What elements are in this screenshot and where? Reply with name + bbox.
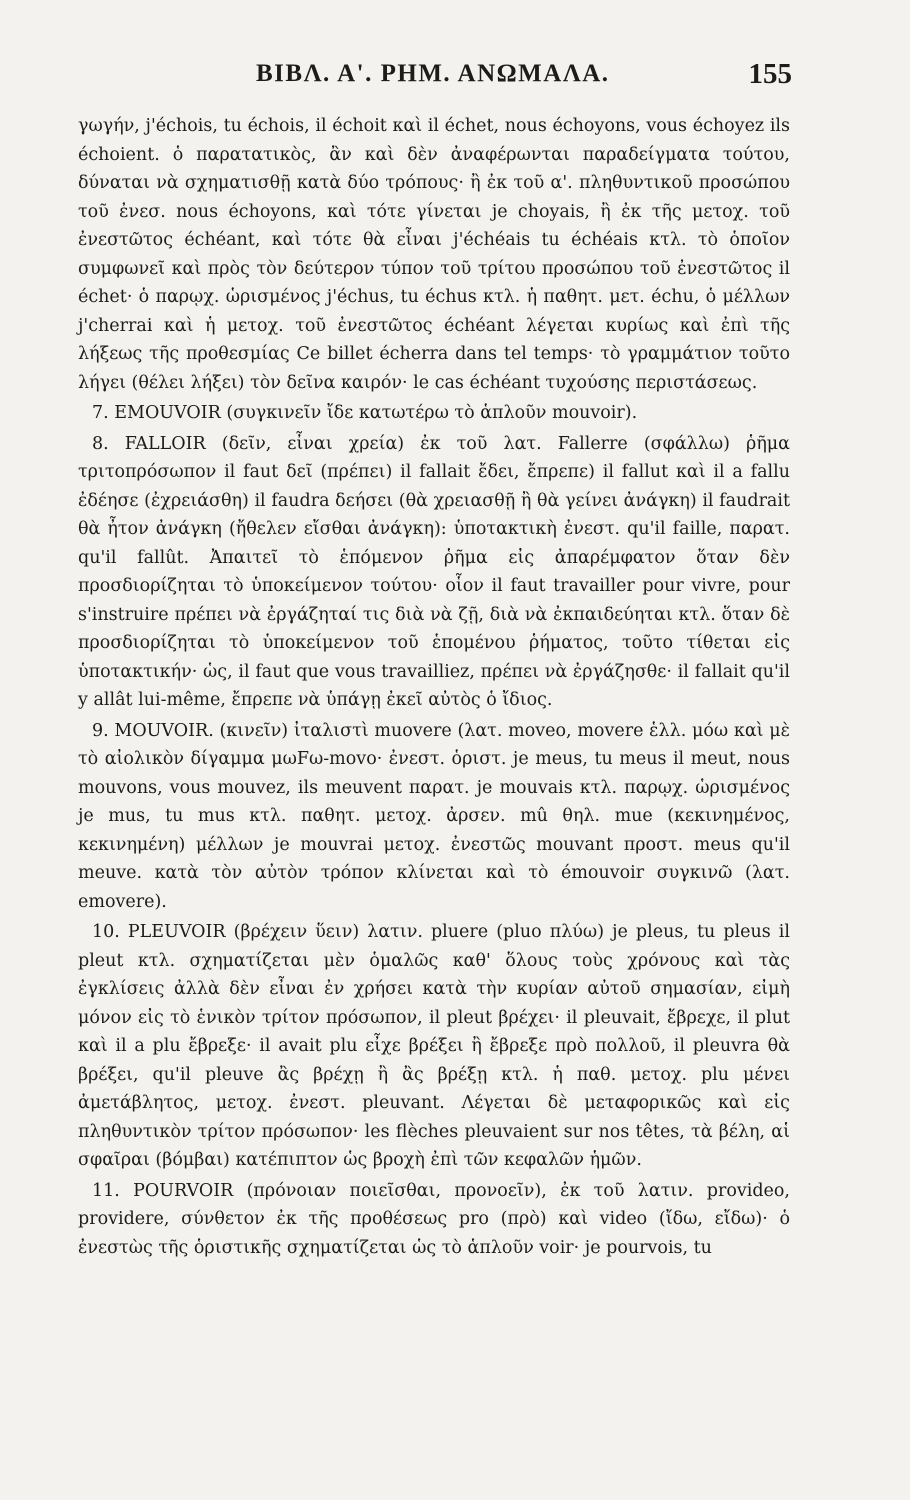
entry-pourvoir: 11. POURVOIR (πρόνοιαν ποιεῖσθαι, προνοεῖν), ἐκ τοῦ λατιν. provideo, providere, σύνθετον ἐκ τῆς προθέσεως pro (πρὸ) καὶ video (ἴδω, εἴδω)· ὁ ἐνεστὼς τῆς ὁριστικῆς σχηματίζεται ὡς τὸ ἁπλοῦν voir· je pourvois, tu (78, 1180, 790, 1258)
page-header (80, 60, 792, 100)
entry-falloir: 8. FALLOIR (δεῖν, εἶναι χρεία) ἐκ τοῦ λατ. Fallerre (σφάλλω) ῥῆμα τριτοπρόσωπον il faut δεῖ (πρέπει) il fallait ἔδει, ἔπρεπε) il fallut καὶ il a fallu ἐδέησε (ἐχρειάσθη) il faudra δεήσει (θὰ χρειασθῇ ἢ θὰ γείνει ἀνάγκη) il faudrait θὰ ἦτον ἀνάγκη (ἤθελεν εἴσθαι ἀνάγκη): ὑποτακτικὴ ἐνεστ. qu'il faille, παρατ. qu'il fallût. Ἀπαιτεῖ τὸ ἑπόμενον ῥῆμα εἰς ἀπαρέμφατον ὅταν δὲν προσδιορίζηται τὸ ὑποκείμενον τούτου· οἷον il faut travailler pour vivre, pour s'instruire πρέπει νὰ ἐργάζηταί τις διὰ νὰ ζῇ, διὰ νὰ ἐκπαιδεύηται κτλ. ὅταν δὲ προσδιορίζηται τὸ ὑποκείμενον τοῦ ἑπομένου ῥήματος, τοῦτο τίθεται εἰς ὑποτακτικήν· ὡς, il faut que vous travailliez, πρέπει νὰ ἐργάζησθε· il fallait qu'il y allât lui-même, ἔπρεπε νὰ ὑπάγῃ ἐκεῖ αὐτὸς ὁ ἴδιος. (78, 433, 790, 710)
page-number: 155 (748, 58, 792, 90)
body-text (78, 112, 790, 1262)
entry-pleuvoir: 10. PLEUVOIR (βρέχειν ὕειν) λατιν. pluere (pluo πλύω) je pleus, tu pleus il pleut κτλ. σχηματίζεται μὲν ὁμαλῶς καθ' ὅλους τοὺς χρόνους καὶ τὰς ἐγκλίσεις ἀλλὰ δὲν εἶναι ἐν χρήσει κατὰ τὴν κυρίαν αὐτοῦ σημασίαν, εἰμὴ μόνον εἰς τὸ ἑνικὸν τρίτον πρόσωπον, il pleut βρέχει· il pleuvait, ἔβρεχε, il plut καὶ il a plu ἔβρεξε· il avait plu εἶχε βρέξει ἢ ἔβρεξε πρὸ πολλοῦ, il pleuvra θὰ βρέξει, qu'il pleuve ἂς βρέχῃ ἢ ἂς βρέξῃ κτλ. ἡ παθ. μετοχ. plu μένει ἀμετάβλητος, μετοχ. ἐνεστ. pleuvant. Λέγεται δὲ μεταφορικῶς καὶ εἰς πληθυντικὸν τρίτον πρόσωπον· les flèches pleuvaient sur nos têtes, τὰ βέλη, αἱ σφαῖραι (βόμβαι) κατέπιπτον ὡς βροχὴ ἐπὶ τῶν κεφαλῶν ἡμῶν. (78, 922, 790, 1170)
running-head: ΒΙΒΛ. Α'. ΡΗΜ. ΑΝΩΜΑΛΑ. (256, 60, 610, 87)
paragraph-echoir-continuation: γωγήν, j'échois, tu échois, il échoit καὶ il échet, nous échoyons, vous échoyez ils échoient. ὁ παρατατικὸς, ἂν καὶ δὲν ἀναφέρωνται παραδείγματα τούτου, δύναται νὰ σχηματισθῇ κατὰ δύο τρόπους· ἢ ἐκ τοῦ α'. πληθυντικοῦ προσώπου τοῦ ἐνεσ. nous échoyons, καὶ τότε γίνεται je choyais, ἢ ἐκ τῆς μετοχ. τοῦ ἐνεστῶτος échéant, καὶ τότε θὰ εἶναι j'échéais tu échéais κτλ. τὸ ὁποῖον συμφωνεῖ καὶ πρὸς τὸν δεύτερον τύπον τοῦ τρίτου προσώπου τοῦ ἐνεστῶτος il échet· ὁ παρῳχ. ὡρισμένος j'échus, tu échus κτλ. ἡ παθητ. μετ. échu, ὁ μέλλων j'cherrai καὶ ἡ μετοχ. τοῦ ἐνεστῶτος échéant λέγεται κυρίως καὶ ἐπὶ τῆς λήξεως τῆς προθεσμίας Ce billet écherra dans tel temps· τὸ γραμμάτιον τοῦτο λήγει (θέλει λήξει) τὸν δεῖνα καιρόν· le cas échéant τυχούσης περιστάσεως. (78, 116, 790, 393)
entry-mouvoir: 9. MOUVOIR. (κινεῖν) ἰταλιστὶ muovere (λατ. moveo, movere ἑλλ. μόω καὶ μὲ τὸ αἰολικὸν δίγαμμα μωFω-movo· ἐνεστ. ὁριστ. je meus, tu meus il meut, nous mouvons, vous mouvez, ils meuvent παρατ. je mouvais κτλ. παρῳχ. ὡρισμένος je mus, tu mus κτλ. παθητ. μετοχ. ἀρσεν. mû θηλ. mue (κεκινημένος, κεκινημένη) μέλλων je mouvrai μετοχ. ἐνεστῶς mouvant προστ. meus qu'il meuve. κατὰ τὸν αὐτὸν τρόπον κλίνεται καὶ τὸ émouvoir συγκινῶ (λατ. emovere). (78, 720, 790, 912)
entry-emouvoir: 7. EMOUVOIR (συγκινεῖν ἴδε κατωτέρω τὸ ἁπλοῦν mouvoir). (92, 403, 638, 423)
